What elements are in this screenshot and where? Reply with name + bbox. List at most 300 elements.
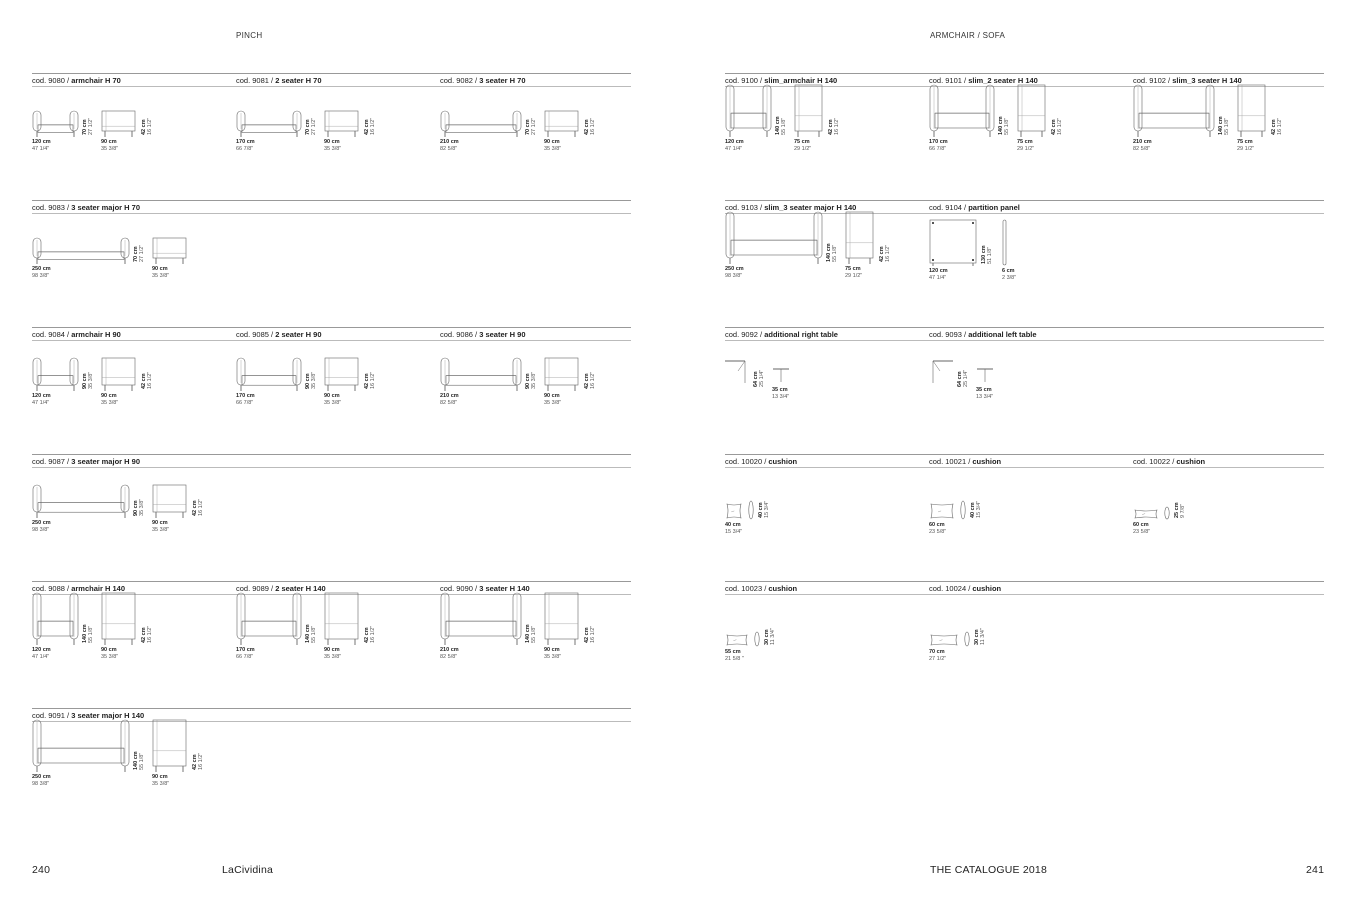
table-front-view: [725, 359, 749, 383]
height-label-cm: 90 cm: [82, 373, 88, 389]
height-label-inch: 27 1/2": [531, 117, 537, 135]
partition-panel-front: [929, 219, 977, 266]
width-label-cm: 40 cm: [725, 522, 741, 528]
product-code: cod. 9093 /: [929, 330, 969, 339]
product-code: cod. 9092 /: [725, 330, 765, 339]
product-code: cod. 9100 /: [725, 76, 765, 85]
width-label-cm: 120 cm: [929, 268, 948, 274]
product-name: 3 seater H 140: [479, 584, 530, 593]
sofa-side-view: [152, 719, 187, 772]
height-label-cm: 130 cm: [981, 245, 987, 264]
depth-label-inch: 13 3/4": [976, 394, 994, 400]
product-drawing: [32, 708, 232, 828]
height-label-cm: 70 cm: [133, 246, 139, 262]
width-label: [32, 647, 51, 661]
seat-height-label-cm: 42 cm: [141, 119, 147, 135]
sofa-front-view: [32, 719, 130, 772]
seat-height-label-cm: 42 cm: [364, 119, 370, 135]
depth-label-inch: 29 1/2": [1017, 146, 1035, 152]
depth-label: [1017, 139, 1034, 153]
height-label-inch: 11 3/4": [770, 628, 776, 645]
depth-label: [152, 774, 169, 788]
product-drawing: [32, 581, 232, 701]
depth-label-inch: 35 3/8": [324, 400, 342, 406]
product-drawing: [725, 73, 925, 193]
sofa-front-view: [32, 484, 130, 518]
cushion-front-view: [1133, 508, 1159, 520]
width-label: [236, 647, 255, 661]
height-label-inch: 27 1/2": [139, 244, 145, 262]
width-label-inch: 47 1/4": [32, 400, 50, 406]
product-drawing: [929, 73, 1129, 193]
seat-height-label-inch: 16 1/2": [834, 117, 840, 135]
width-label-inch: 98 3/8": [32, 273, 50, 279]
product-code: cod. 10024 /: [929, 584, 973, 593]
seat-height-label-cm: 42 cm: [828, 119, 834, 135]
depth-label-inch: 35 3/8": [544, 400, 562, 406]
depth-label: [324, 393, 341, 407]
height-label-inch: 51 1/8": [987, 246, 993, 264]
height-label-inch: 27 1/2": [311, 117, 317, 135]
depth-label: [1002, 268, 1016, 282]
width-label: [32, 393, 51, 407]
sofa-side-view: [152, 484, 187, 518]
width-label-cm: 60 cm: [929, 522, 945, 528]
sofa-front-view: [32, 110, 79, 137]
height-label: [82, 107, 94, 135]
product-name: 2 seater H 70: [275, 76, 322, 85]
width-label-cm: 170 cm: [929, 139, 948, 145]
height-label: [525, 107, 537, 135]
depth-label-cm: 90 cm: [152, 266, 168, 272]
width-label-inch: 66 7/8": [236, 654, 254, 660]
seat-height-label: [1271, 107, 1283, 135]
depth-label-cm: 90 cm: [544, 393, 560, 399]
sofa-side-view: [845, 211, 874, 264]
product-code: cod. 9091 /: [32, 711, 72, 720]
height-label-cm: 90 cm: [525, 373, 531, 389]
depth-label-cm: 35 cm: [772, 387, 788, 393]
depth-label: [772, 387, 789, 401]
seat-height-label: [364, 615, 376, 643]
height-label: [970, 490, 982, 518]
width-label-inch: 98 3/8": [32, 781, 50, 787]
height-label-cm: 140 cm: [525, 624, 531, 643]
width-label-inch: 66 7/8": [929, 146, 947, 152]
height-label-inch: 27 1/2": [88, 117, 94, 135]
depth-label-inch: 29 1/2": [1237, 146, 1255, 152]
sofa-side-view: [1017, 84, 1046, 137]
width-label-cm: 210 cm: [440, 139, 459, 145]
height-label: [764, 617, 776, 645]
seat-height-label-inch: 16 1/2": [147, 117, 153, 135]
product-row: [32, 327, 631, 447]
sofa-front-view: [440, 357, 522, 391]
width-label-inch: 23 5/8": [1133, 529, 1151, 535]
depth-label-cm: 90 cm: [152, 520, 168, 526]
seat-height-label-cm: 42 cm: [1051, 119, 1057, 135]
height-label-cm: 140 cm: [133, 751, 139, 770]
width-label-inch: 47 1/4": [725, 146, 743, 152]
height-label-cm: 140 cm: [305, 624, 311, 643]
product-row: [32, 581, 631, 701]
depth-label-cm: 90 cm: [324, 647, 340, 653]
cushion-front-view: [929, 633, 959, 647]
height-label-inch: 25 1/4": [963, 369, 969, 387]
height-label-cm: 140 cm: [998, 116, 1004, 135]
height-label-inch: 55 1/8": [88, 625, 94, 643]
product-drawing: [32, 200, 232, 320]
sofa-front-view: [929, 84, 995, 137]
seat-height-label: [141, 615, 153, 643]
width-label: [1133, 522, 1150, 536]
seat-height-label-inch: 16 1/2": [370, 117, 376, 135]
seat-height-label: [828, 107, 840, 135]
seat-height-label-cm: 42 cm: [584, 373, 590, 389]
sofa-front-view: [32, 592, 79, 645]
height-label-cm: 70 cm: [82, 119, 88, 135]
seat-height-label-cm: 42 cm: [141, 373, 147, 389]
product-code: cod. 9080 /: [32, 76, 72, 85]
product-name: partition panel: [968, 203, 1020, 212]
depth-label-inch: 13 3/4": [772, 394, 790, 400]
height-label-cm: 30 cm: [974, 629, 980, 645]
width-label: [440, 393, 459, 407]
height-label: [1174, 490, 1186, 518]
product-row: [32, 200, 631, 320]
seat-height-label: [364, 107, 376, 135]
height-label: [305, 615, 317, 643]
depth-label-inch: 35 3/8": [324, 654, 342, 660]
height-label-cm: 140 cm: [775, 116, 781, 135]
height-label: [826, 234, 838, 262]
width-label-cm: 210 cm: [440, 647, 459, 653]
height-label: [758, 490, 770, 518]
seat-height-label-cm: 42 cm: [192, 754, 198, 770]
width-label: [236, 139, 255, 153]
height-label-cm: 140 cm: [1218, 116, 1224, 135]
depth-label-inch: 35 3/8": [152, 781, 170, 787]
width-label-inch: 27 1/2": [929, 656, 947, 662]
seat-height-label-cm: 42 cm: [879, 246, 885, 262]
height-label-cm: 40 cm: [970, 502, 976, 518]
width-label-inch: 82 5/8": [1133, 146, 1151, 152]
sofa-front-view: [32, 357, 79, 391]
width-label-inch: 47 1/4": [929, 275, 947, 281]
width-label-cm: 60 cm: [1133, 522, 1149, 528]
width-label: [32, 774, 51, 788]
height-label-cm: 64 cm: [957, 371, 963, 387]
seat-height-label-inch: 16 1/2": [1057, 117, 1063, 135]
product-code: cod. 9090 /: [440, 584, 480, 593]
product-name: additional right table: [764, 330, 838, 339]
product-name: 3 seater major H 70: [71, 203, 140, 212]
height-label: [998, 107, 1010, 135]
cushion-front-view: [725, 502, 743, 520]
width-label: [929, 139, 948, 153]
width-label-cm: 250 cm: [32, 774, 51, 780]
depth-label-inch: 35 3/8": [152, 527, 170, 533]
cushion-side-view: [754, 631, 760, 647]
depth-label: [152, 266, 169, 280]
sofa-side-view: [1237, 84, 1266, 137]
height-label: [974, 617, 986, 645]
product-name: cushion: [768, 584, 798, 593]
sofa-side-view: [324, 357, 359, 391]
depth-label-cm: 35 cm: [976, 387, 992, 393]
height-label: [133, 234, 145, 262]
sofa-side-view: [101, 110, 136, 137]
width-label-inch: 66 7/8": [236, 146, 254, 152]
height-label-inch: 15 3/4": [764, 500, 770, 518]
product-name: 2 seater H 140: [275, 584, 326, 593]
width-label-inch: 82 5/8": [440, 654, 458, 660]
depth-label: [324, 139, 341, 153]
product-code: cod. 9103 /: [725, 203, 765, 212]
height-label: [133, 742, 145, 770]
product-name: 3 seater major H 140: [71, 711, 145, 720]
height-label: [82, 361, 94, 389]
product-code: cod. 10020 /: [725, 457, 769, 466]
height-label: [305, 361, 317, 389]
cushion-side-view: [964, 631, 970, 647]
width-label-cm: 210 cm: [440, 393, 459, 399]
product-drawing: [1133, 73, 1333, 193]
height-label-cm: 140 cm: [826, 243, 832, 262]
seat-height-label-cm: 42 cm: [584, 119, 590, 135]
depth-label: [976, 387, 993, 401]
sofa-front-view: [32, 237, 130, 264]
height-label: [82, 615, 94, 643]
product-code: cod. 9085 /: [236, 330, 276, 339]
product-drawing: [725, 454, 925, 574]
product-code: cod. 9086 /: [440, 330, 480, 339]
depth-label-cm: 90 cm: [544, 139, 560, 145]
height-label-cm: 30 cm: [764, 629, 770, 645]
product-drawing: [929, 581, 1129, 701]
product-name: armchair H 140: [71, 584, 125, 593]
seat-height-label: [584, 361, 596, 389]
seat-height-label-inch: 16 1/2": [590, 371, 596, 389]
product-name: cushion: [972, 584, 1002, 593]
seat-height-label-inch: 16 1/2": [198, 498, 204, 516]
height-label-inch: 55 1/8": [1004, 117, 1010, 135]
width-label-inch: 47 1/4": [32, 654, 50, 660]
table-side-view: [976, 367, 994, 383]
depth-label: [152, 520, 169, 534]
height-label: [775, 107, 787, 135]
width-label: [725, 139, 744, 153]
product-row: [725, 454, 1324, 574]
depth-label: [544, 139, 561, 153]
depth-label-inch: 29 1/2": [794, 146, 812, 152]
product-drawing: [725, 200, 925, 320]
product-code: cod. 9089 /: [236, 584, 276, 593]
depth-label-inch: 35 3/8": [544, 146, 562, 152]
sofa-side-view: [794, 84, 823, 137]
width-label: [32, 139, 51, 153]
product-code: cod. 9087 /: [32, 457, 72, 466]
product-drawing: [236, 73, 436, 193]
right-page-number: 241: [1306, 864, 1325, 876]
seat-height-label-inch: 16 1/2": [198, 752, 204, 770]
width-label: [32, 520, 51, 534]
width-label: [725, 266, 744, 280]
height-label-cm: 70 cm: [525, 119, 531, 135]
width-label-inch: 23 5/8": [929, 529, 947, 535]
seat-height-label: [192, 742, 204, 770]
depth-label-cm: 75 cm: [1237, 139, 1253, 145]
product-row: [725, 581, 1324, 701]
partition-panel-side: [1002, 219, 1007, 266]
seat-height-label-inch: 16 1/2": [370, 371, 376, 389]
height-label-inch: 35 3/8": [531, 371, 537, 389]
seat-height-label: [192, 488, 204, 516]
product-row: [725, 200, 1324, 320]
product-drawing: [236, 327, 436, 447]
height-label: [305, 107, 317, 135]
width-label-inch: 98 3/8": [725, 273, 743, 279]
height-label-cm: 40 cm: [758, 502, 764, 518]
product-drawing: [929, 327, 1129, 447]
width-label: [1133, 139, 1152, 153]
depth-label-cm: 75 cm: [845, 266, 861, 272]
width-label-cm: 120 cm: [32, 139, 51, 145]
depth-label-cm: 75 cm: [1017, 139, 1033, 145]
width-label-inch: 82 5/8": [440, 146, 458, 152]
height-label-cm: 90 cm: [133, 500, 139, 516]
height-label: [525, 615, 537, 643]
height-label: [1218, 107, 1230, 135]
cushion-side-view: [960, 500, 966, 520]
width-label-cm: 250 cm: [32, 266, 51, 272]
product-code: cod. 9088 /: [32, 584, 72, 593]
height-label: [525, 361, 537, 389]
seat-height-label-inch: 16 1/2": [590, 625, 596, 643]
width-label-inch: 82 5/8": [440, 400, 458, 406]
sofa-side-view: [544, 357, 579, 391]
depth-label-inch: 35 3/8": [324, 146, 342, 152]
product-row: [725, 73, 1324, 193]
depth-label-inch: 2 3/8": [1002, 275, 1017, 281]
sofa-side-view: [324, 110, 359, 137]
height-label-inch: 15 3/4": [976, 500, 982, 518]
height-label-inch: 55 1/8": [311, 625, 317, 643]
width-label: [440, 647, 459, 661]
height-label-inch: 55 1/8": [139, 752, 145, 770]
product-drawing: [440, 73, 640, 193]
width-label-cm: 170 cm: [236, 139, 255, 145]
depth-label-cm: 90 cm: [101, 393, 117, 399]
sofa-front-view: [440, 592, 522, 645]
product-name: additional left table: [968, 330, 1037, 339]
sofa-front-view: [440, 110, 522, 137]
product-code: cod. 9102 /: [1133, 76, 1173, 85]
seat-height-label-cm: 42 cm: [364, 373, 370, 389]
seat-height-label-cm: 42 cm: [192, 500, 198, 516]
sofa-front-view: [1133, 84, 1215, 137]
sofa-front-view: [236, 110, 302, 137]
height-label-cm: 70 cm: [305, 119, 311, 135]
product-name: 3 seater H 90: [479, 330, 526, 339]
table-front-view: [929, 359, 953, 383]
height-label-cm: 90 cm: [305, 373, 311, 389]
width-label: [725, 522, 742, 536]
product-drawing: [725, 581, 925, 701]
height-label-inch: 55 1/8": [531, 625, 537, 643]
width-label-cm: 210 cm: [1133, 139, 1152, 145]
seat-height-label-inch: 16 1/2": [1277, 117, 1283, 135]
width-label: [929, 268, 948, 282]
product-name: armchair H 70: [71, 76, 121, 85]
depth-label: [324, 647, 341, 661]
depth-label-cm: 90 cm: [152, 774, 168, 780]
product-code: cod. 9104 /: [929, 203, 969, 212]
width-label-inch: 98 3/8": [32, 527, 50, 533]
product-code: cod. 9101 /: [929, 76, 969, 85]
product-drawing: [440, 581, 640, 701]
depth-label-inch: 29 1/2": [845, 273, 863, 279]
product-drawing: [236, 581, 436, 701]
width-label: [236, 393, 255, 407]
width-label-cm: 70 cm: [929, 649, 945, 655]
depth-label-inch: 35 3/8": [101, 400, 119, 406]
seat-height-label: [364, 361, 376, 389]
sofa-side-view: [324, 592, 359, 645]
depth-label: [794, 139, 811, 153]
product-drawing: [440, 327, 640, 447]
depth-label-cm: 90 cm: [101, 647, 117, 653]
cushion-side-view: [1164, 506, 1170, 520]
left-page-number: 240: [32, 864, 51, 876]
sofa-side-view: [544, 110, 579, 137]
width-label: [929, 522, 946, 536]
product-code: cod. 9084 /: [32, 330, 72, 339]
product-drawing: [32, 73, 232, 193]
width-label-cm: 120 cm: [32, 393, 51, 399]
product-row: [725, 327, 1324, 447]
width-label: [32, 266, 51, 280]
seat-height-label-inch: 16 1/2": [590, 117, 596, 135]
height-label: [133, 488, 145, 516]
width-label-cm: 120 cm: [725, 139, 744, 145]
left-page-header: PINCH: [236, 31, 263, 40]
width-label: [440, 139, 459, 153]
width-label-inch: 66 7/8": [236, 400, 254, 406]
height-label: [753, 359, 765, 387]
depth-label-cm: 90 cm: [101, 139, 117, 145]
seat-height-label-cm: 42 cm: [1271, 119, 1277, 135]
height-label-inch: 35 3/8": [88, 371, 94, 389]
product-name: cushion: [1176, 457, 1206, 466]
product-name: slim_armchair H 140: [764, 76, 838, 85]
seat-height-label: [1051, 107, 1063, 135]
height-label: [981, 236, 993, 264]
product-row: [32, 454, 631, 574]
height-label-inch: 55 1/8": [781, 117, 787, 135]
depth-label-inch: 35 3/8": [152, 273, 170, 279]
height-label-inch: 25 1/4": [759, 369, 765, 387]
height-label-cm: 25 cm: [1174, 502, 1180, 518]
product-row: [32, 73, 631, 193]
sofa-side-view: [544, 592, 579, 645]
width-label-cm: 55 cm: [725, 649, 741, 655]
depth-label: [1237, 139, 1254, 153]
product-name: slim_3 seater H 140: [1172, 76, 1242, 85]
height-label-cm: 64 cm: [753, 371, 759, 387]
cushion-front-view: [929, 502, 955, 520]
width-label-cm: 170 cm: [236, 393, 255, 399]
